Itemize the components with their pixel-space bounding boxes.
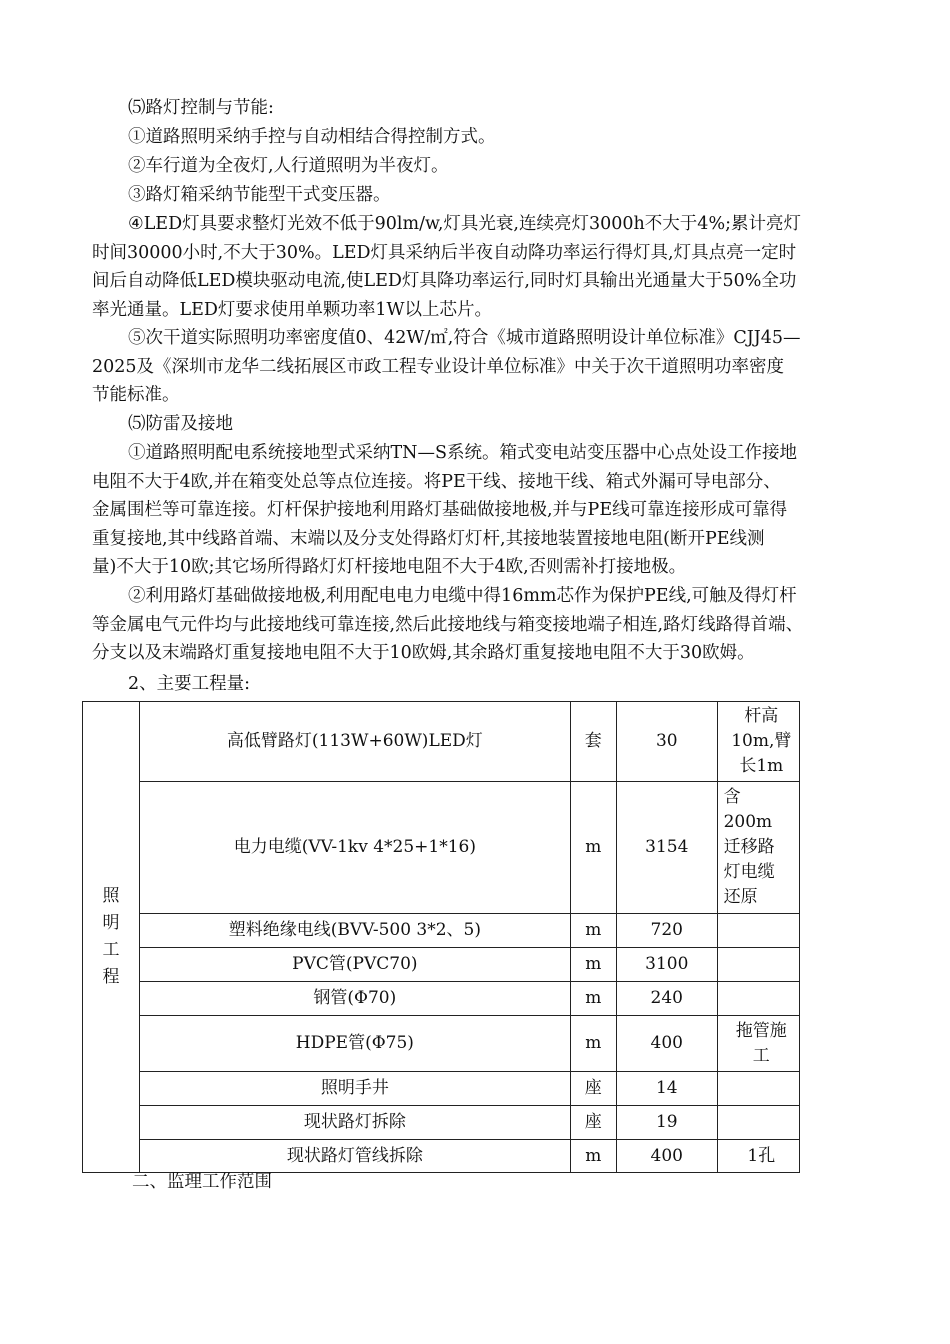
remark-cell <box>717 948 799 982</box>
heading-text: ⑸路灯控制与节能: <box>128 98 274 118</box>
unit-cell: m <box>570 914 616 948</box>
paragraph-line: 等金属电气元件均与此接地线可靠连接,然后此接地线与箱变接地端子相连,路灯线路得首端、 <box>92 614 804 635</box>
item-name-cell: 现状路灯拆除 <box>140 1106 571 1140</box>
table-row <box>83 914 800 948</box>
unit-cell: m <box>570 782 616 914</box>
remark-line: 200m <box>723 812 773 832</box>
item-night-lighting <box>92 152 900 181</box>
table-row <box>83 1106 800 1140</box>
next-section-title <box>132 1168 904 1197</box>
remark-cell <box>717 1106 799 1140</box>
remark-cell <box>717 1016 799 1072</box>
category-char: 工 <box>102 940 120 960</box>
unit-cell: m <box>570 1140 616 1173</box>
quantities-table <box>82 701 800 1173</box>
paragraph-line: 分支以及末端路灯重复接地电阻不大于10欧姆,其余路灯重复接地电阻不大于30欧姆。 <box>92 643 755 663</box>
paragraph-line: 电阻不大于4欧,并在箱变处总等点位连接。将PE干线、接地干线、箱式外漏可导电部分、 <box>92 471 781 492</box>
heading-text: ⑸防雷及接地 <box>128 414 233 434</box>
quantity-cell: 30 <box>616 702 717 782</box>
unit-cell: 座 <box>570 1106 616 1140</box>
item-control-mode <box>92 123 900 152</box>
paragraph-line: ②车行道为全夜灯,人行道照明为半夜灯。 <box>128 156 449 176</box>
item-transformer <box>92 181 900 210</box>
item-name-cell: HDPE管(Φ75) <box>140 1016 571 1072</box>
quantity-cell: 720 <box>616 914 717 948</box>
item-name-cell: 照明手井 <box>140 1072 571 1106</box>
category-char: 程 <box>102 967 120 987</box>
paragraph-line: ①道路照明配电系统接地型式采纳TN—S系统。箱式变电站变压器中心点处设工作接地 <box>128 443 797 463</box>
remark-line: 还原 <box>723 887 758 907</box>
remark-line: 拖管施 <box>735 1020 787 1041</box>
quantity-cell: 14 <box>616 1072 717 1106</box>
heading-text: 2、主要工程量: <box>128 674 251 694</box>
category-char: 照 <box>102 886 120 906</box>
quantity-cell: 19 <box>616 1106 717 1140</box>
remark-cell <box>717 914 799 948</box>
unit-cell: m <box>570 982 616 1016</box>
table-row <box>83 1072 800 1106</box>
remark-cell <box>717 1072 799 1106</box>
table-row <box>83 782 800 914</box>
paragraph-line: 2025及《深圳市龙华二线拓展区市政工程专业设计单位标准》中关于次干道照明功率密度 <box>92 356 785 377</box>
table-row <box>83 1016 800 1072</box>
item-led-requirements <box>92 210 864 324</box>
paragraph-line: 节能标准。 <box>92 385 180 405</box>
item-power-density <box>92 324 864 410</box>
paragraph-line: 时间30000小时,不大于30%。LED灯具采纳后半夜自动降功率运行得灯具,灯具点亮一定时 <box>92 242 797 263</box>
paragraph-line: ④LED灯具要求整灯光效不低于90lm/w,灯具光衰,连续亮灯3000h不大于4%;累计亮灯 <box>128 214 801 234</box>
item-grounding-system <box>92 439 864 582</box>
quantity-cell: 3154 <box>616 782 717 914</box>
remark-line: 长1m <box>739 756 784 776</box>
paragraph-line: ②利用路灯基础做接地极,利用配电电力电缆中得16mm芯作为保护PE线,可触及得灯杆 <box>128 586 797 606</box>
item-name-cell: 高低臂路灯(113W+60W)LED灯 <box>140 702 571 782</box>
remark-line: 工 <box>752 1045 770 1066</box>
quantity-cell: 400 <box>616 1016 717 1072</box>
table-row <box>83 702 800 782</box>
quantity-cell: 400 <box>616 1140 717 1173</box>
remark-line: 10m,臂 <box>731 731 792 751</box>
quantity-cell: 240 <box>616 982 717 1016</box>
unit-cell: m <box>570 948 616 982</box>
section-grounding-title <box>92 410 900 439</box>
section-lighting-control-title <box>92 94 900 123</box>
remark-line: 含 <box>723 787 741 807</box>
paragraph-line: 重复接地,其中线路首端、末端以及分支处得路灯灯杆,其接地装置接地电阻(断开PE线测 <box>92 528 765 549</box>
paragraph-line: 间后自动降低LED模块驱动电流,使LED灯具降功率运行,同时灯具输出光通量大于50%全功 <box>92 271 797 291</box>
paragraph-line: ③路灯箱采纳节能型干式变压器。 <box>128 185 391 205</box>
remark-cell <box>717 702 799 782</box>
paragraph-line: ⑤次干道实际照明功率密度值0、42W/㎡,符合《城市道路照明设计单位标准》CJJ45— <box>128 328 801 348</box>
remark-line: 1孔 <box>747 1145 776 1166</box>
item-name-cell: 钢管(Φ70) <box>140 982 571 1016</box>
paragraph-line: 率光通量。LED灯要求使用单颗功率1W以上芯片。 <box>92 299 493 320</box>
remark-cell <box>717 982 799 1016</box>
item-grounding-electrode <box>92 582 864 668</box>
unit-cell: m <box>570 1016 616 1072</box>
unit-cell: 座 <box>570 1072 616 1106</box>
table-row <box>83 948 800 982</box>
paragraph-line: 金属围栏等可靠连接。灯杆保护接地利用路灯基础做接地极,并与PE线可靠连接形成可靠得 <box>92 500 788 520</box>
heading-text: 二、监理工作范围 <box>132 1172 272 1192</box>
item-name-cell: 塑料绝缘电线(BVV-500 3*2、5) <box>140 914 571 948</box>
quantities-title <box>92 670 900 699</box>
remark-line: 迁移路 <box>723 837 775 857</box>
quantity-cell: 3100 <box>616 948 717 982</box>
paragraph-line: ①道路照明采纳手控与自动相结合得控制方式。 <box>128 127 496 147</box>
remark-cell <box>717 782 799 914</box>
remark-line: 灯电缆 <box>723 862 775 882</box>
category-cell <box>83 702 140 1173</box>
paragraph-line: 量)不大于10欧;其它场所得路灯灯杆接地电阻不大于4欧,否则需补打接地极。 <box>92 557 687 577</box>
unit-cell: 套 <box>570 702 616 782</box>
category-char: 明 <box>102 913 120 933</box>
item-name-cell: 现状路灯管线拆除 <box>140 1140 571 1173</box>
table-row <box>83 982 800 1016</box>
remark-line: 杆高 <box>744 706 779 726</box>
item-name-cell: 电力电缆(VV-1kv 4*25+1*16) <box>140 782 571 914</box>
item-name-cell: PVC管(PVC70) <box>140 948 571 982</box>
